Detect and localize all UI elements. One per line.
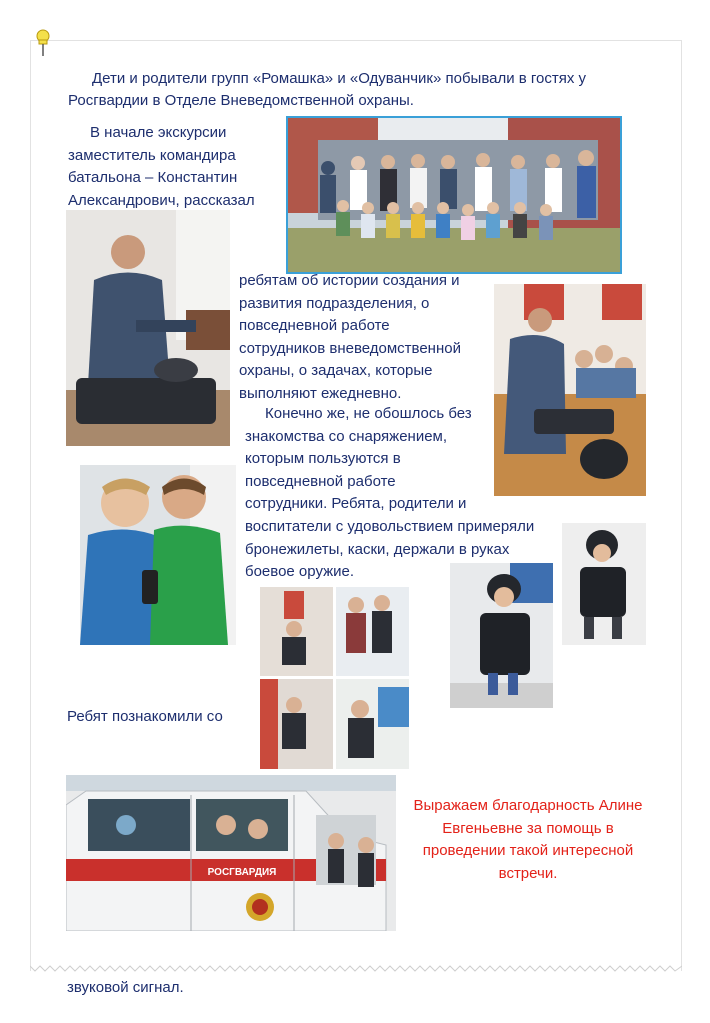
pushpin-icon (34, 28, 52, 58)
boy-vest-photo (450, 563, 553, 708)
equipment-paragraph (245, 403, 534, 584)
thanks-paragraph (406, 795, 650, 885)
story-line: ребятам об истории создания и (239, 272, 460, 289)
story-line: сотрудников вневедомственной (239, 339, 461, 357)
equipment-line: знакомства со снаряжением, (245, 427, 448, 445)
thanks-line: проведении такой интересной (422, 842, 634, 860)
officer-photo (66, 210, 230, 446)
equipment-line: бронежилеты, каски, держали в руках (245, 540, 510, 558)
car-door-label: РОСГВАРДИЯ (207, 867, 277, 878)
excursion-line: В начале экскурсии (90, 124, 227, 141)
equipment-line: воспитатели с удовольствием примеряли (245, 517, 535, 535)
thanks-line: встречи. (498, 864, 558, 882)
equipment-line: которым пользуются в (245, 450, 401, 468)
excursion-line: Александрович, рассказал (68, 191, 255, 209)
story-line: повседневной работе (239, 317, 390, 335)
excursion-line: заместитель командира (68, 146, 236, 164)
vehicle-line: Ребят познакомили со (67, 708, 223, 726)
boys-photo (80, 465, 236, 645)
story-line: охраны, о задачах, которые (239, 362, 433, 380)
group-photo (286, 116, 622, 274)
equipment-line: боевое оружие. (245, 563, 355, 581)
story-paragraph (239, 270, 461, 406)
equipment-line: сотрудники. Ребята, родители и (245, 495, 467, 513)
intro-line-2: Росгвардии в Отделе Вневедомственной охраны. (68, 92, 414, 109)
intro-line-1: Дети и родители групп «Ромашка» и «Одуванчик» побывали в гостях у (92, 70, 587, 87)
thanks-line: Евгеньевне за помощь в (442, 819, 614, 837)
helmet-child-photo (562, 523, 646, 645)
vehicle-line: звуковой сигнал. (67, 979, 184, 997)
excursion-line: батальона – Константин (68, 169, 238, 187)
story-line: выполняют ежедневно. (239, 384, 402, 402)
thanks-line: Выражаем благодарность Алине (413, 797, 643, 814)
excursion-paragraph (68, 122, 255, 212)
vest-collage-photo (260, 587, 409, 769)
equipment-line: повседневной работе (245, 472, 396, 490)
story-line: развития подразделения, о (239, 294, 430, 312)
car-photo (66, 775, 396, 931)
equipment-line: Конечно же, не обошлось без (265, 405, 472, 422)
